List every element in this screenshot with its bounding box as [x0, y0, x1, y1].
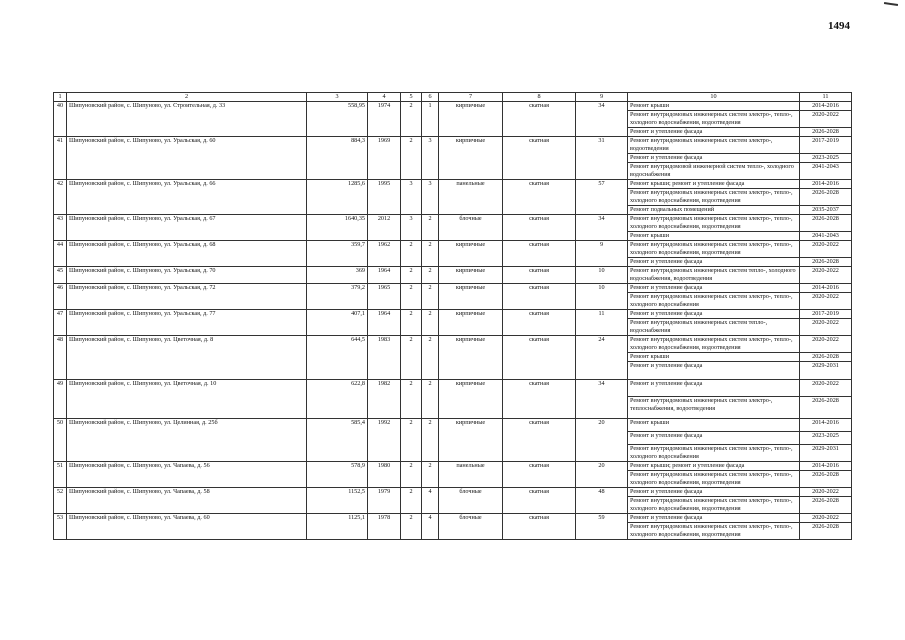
area-cell: 359,7: [307, 241, 368, 267]
address-cell: Шипуновский район, с. Шипуново, ул. Чапаева, д. 60: [67, 514, 307, 540]
work-type-cell: Ремонт и утепление фасада: [628, 514, 800, 523]
work-type-cell: Ремонт внутридомовых инженерных систем электро-, тепло-, холодного водоснабжения, водоотведения: [628, 523, 800, 540]
roof-type-cell: скатная: [503, 284, 576, 310]
address-cell: Шипуновский район, с. Шипуново, ул. Уральская, д. 68: [67, 241, 307, 267]
floors-cell: 3: [401, 180, 422, 215]
address-cell: Шипуновский район, с. Шипуново, ул. Чапаева, д. 58: [67, 488, 307, 514]
entrances-cell: 4: [422, 514, 439, 540]
apartments-cell: 9: [576, 241, 628, 267]
entrances-cell: 2: [422, 336, 439, 380]
table-row: [54, 284, 852, 293]
period-cell: 2020-2022: [800, 267, 852, 284]
floors-cell: 2: [401, 514, 422, 540]
area-cell: 884,3: [307, 137, 368, 180]
entrances-cell: 2: [422, 462, 439, 488]
work-type-cell: Ремонт внутридомовых инженерных систем электро-, тепло-, холодного водоснабжения, водоотведения: [628, 336, 800, 353]
row-number: 44: [54, 241, 67, 267]
period-cell: 2020-2022: [800, 488, 852, 497]
work-type-cell: Ремонт крыши: [628, 232, 800, 241]
roof-type-cell: скатная: [503, 419, 576, 462]
address-cell: Шипуновский район, с. Шипуново, ул. Уральская, д. 77: [67, 310, 307, 336]
row-number: 46: [54, 284, 67, 310]
header-cell-7: 7: [439, 93, 503, 102]
apartments-cell: 48: [576, 488, 628, 514]
apartments-cell: 34: [576, 102, 628, 137]
entrances-cell: 3: [422, 137, 439, 180]
period-cell: 2026-2028: [800, 397, 852, 419]
entrances-cell: 2: [422, 241, 439, 267]
period-cell: 2020-2022: [800, 514, 852, 523]
area-cell: 407,1: [307, 310, 368, 336]
floors-cell: 3: [401, 215, 422, 241]
floors-cell: 2: [401, 241, 422, 267]
work-type-cell: Ремонт крыши; ремонт и утепление фасада: [628, 180, 800, 189]
header-row: [54, 93, 852, 102]
year-cell: 1974: [368, 102, 401, 137]
period-cell: 2020-2022: [800, 336, 852, 353]
roof-type-cell: скатная: [503, 241, 576, 267]
apartments-cell: 59: [576, 514, 628, 540]
work-type-cell: Ремонт крыши; ремонт и утепление фасада: [628, 462, 800, 471]
apartments-cell: 34: [576, 380, 628, 419]
wall-material-cell: панельные: [439, 462, 503, 488]
table-row: [54, 137, 852, 154]
area-cell: 578,9: [307, 462, 368, 488]
area-cell: 1285,6: [307, 180, 368, 215]
wall-material-cell: блочные: [439, 514, 503, 540]
capital-repair-table: [53, 92, 852, 540]
work-type-cell: Ремонт и утепление фасада: [628, 362, 800, 380]
table-row: [54, 419, 852, 432]
roof-type-cell: скатная: [503, 336, 576, 380]
period-cell: 2014-2016: [800, 419, 852, 432]
work-type-cell: Ремонт подвальных помещений: [628, 206, 800, 215]
period-cell: 2026-2028: [800, 189, 852, 206]
year-cell: 1979: [368, 488, 401, 514]
work-type-cell: Ремонт и утепление фасада: [628, 128, 800, 137]
area-cell: 1152,5: [307, 488, 368, 514]
apartments-cell: 34: [576, 215, 628, 241]
floors-cell: 2: [401, 462, 422, 488]
period-cell: 2026-2028: [800, 258, 852, 267]
wall-material-cell: кирпичные: [439, 137, 503, 180]
work-type-cell: Ремонт внутридомовой инженерной систем тепло-, холодного водоснабжения: [628, 163, 800, 180]
year-cell: 1962: [368, 241, 401, 267]
period-cell: 2041-2043: [800, 163, 852, 180]
address-cell: Шипуновский район, с. Шипуново, ул. Цветочная, д. 10: [67, 380, 307, 419]
period-cell: 2014-2016: [800, 180, 852, 189]
row-number: 52: [54, 488, 67, 514]
floors-cell: 2: [401, 102, 422, 137]
row-number: 45: [54, 267, 67, 284]
floors-cell: 2: [401, 419, 422, 462]
header-cell-4: 4: [368, 93, 401, 102]
header-cell-6: 6: [422, 93, 439, 102]
work-type-cell: Ремонт и утепление фасада: [628, 310, 800, 319]
header-cell-1: 1: [54, 93, 67, 102]
floors-cell: 2: [401, 284, 422, 310]
apartments-cell: 11: [576, 310, 628, 336]
address-cell: Шипуновский район, с. Шипуново, ул. Уральская, д. 72: [67, 284, 307, 310]
entrances-cell: 1: [422, 102, 439, 137]
work-type-cell: Ремонт внутридомовых инженерных систем электро-, тепло-, холодного водоснабжения, водоотведения: [628, 189, 800, 206]
table-row: [54, 180, 852, 189]
area-cell: 644,5: [307, 336, 368, 380]
work-type-cell: Ремонт внутридомовых инженерных систем электро-, тепло-, холодного водоснабжения, водоотведения: [628, 471, 800, 488]
period-cell: 2026-2028: [800, 215, 852, 232]
floors-cell: 2: [401, 137, 422, 180]
table-row: [54, 267, 852, 284]
year-cell: 1969: [368, 137, 401, 180]
address-cell: Шипуновский район, с. Шипуново, ул. Строительная, д. 33: [67, 102, 307, 137]
roof-type-cell: скатная: [503, 488, 576, 514]
table-row: [54, 462, 852, 471]
header-cell-9: 9: [576, 93, 628, 102]
scan-corner-mark: [884, 2, 898, 6]
period-cell: 2026-2028: [800, 471, 852, 488]
period-cell: 2020-2022: [800, 293, 852, 310]
address-cell: Шипуновский район, с. Шипуново, ул. Уральская, д. 66: [67, 180, 307, 215]
table-row: [54, 241, 852, 258]
work-type-cell: Ремонт и утепление фасада: [628, 488, 800, 497]
entrances-cell: 2: [422, 380, 439, 419]
row-number: 42: [54, 180, 67, 215]
area-cell: 622,8: [307, 380, 368, 419]
row-number: 40: [54, 102, 67, 137]
work-type-cell: Ремонт внутридомовых инженерных систем электро-, водоотведения: [628, 137, 800, 154]
wall-material-cell: кирпичные: [439, 419, 503, 462]
floors-cell: 2: [401, 380, 422, 419]
table-row: [54, 514, 852, 523]
work-type-cell: Ремонт внутридомовых инженерных систем электро-, теплоснабжения, водоотведения: [628, 397, 800, 419]
entrances-cell: 4: [422, 488, 439, 514]
period-cell: 2023-2025: [800, 432, 852, 445]
period-cell: 2014-2016: [800, 462, 852, 471]
wall-material-cell: блочные: [439, 215, 503, 241]
address-cell: Шипуновский район, с. Шипуново, ул. Целинная, д. 25б: [67, 419, 307, 462]
period-cell: 2026-2028: [800, 497, 852, 514]
period-cell: 2023-2025: [800, 154, 852, 163]
period-cell: 2017-2019: [800, 310, 852, 319]
apartments-cell: 10: [576, 284, 628, 310]
area-cell: 1125,1: [307, 514, 368, 540]
work-type-cell: Ремонт крыши: [628, 419, 800, 432]
wall-material-cell: кирпичные: [439, 284, 503, 310]
period-cell: 2014-2016: [800, 102, 852, 111]
entrances-cell: 2: [422, 267, 439, 284]
area-cell: 585,4: [307, 419, 368, 462]
year-cell: 1992: [368, 419, 401, 462]
wall-material-cell: кирпичные: [439, 310, 503, 336]
wall-material-cell: блочные: [439, 488, 503, 514]
period-cell: 2041-2043: [800, 232, 852, 241]
work-type-cell: Ремонт внутридомовых инженерных систем электро-, тепло-, холодного водоснабжения, водоотведения: [628, 215, 800, 232]
table-row: [54, 310, 852, 319]
wall-material-cell: панельные: [439, 180, 503, 215]
period-cell: 2020-2022: [800, 380, 852, 397]
period-cell: 2020-2022: [800, 319, 852, 336]
header-cell-3: 3: [307, 93, 368, 102]
header-cell-11: 11: [800, 93, 852, 102]
header-cell-5: 5: [401, 93, 422, 102]
roof-type-cell: скатная: [503, 215, 576, 241]
work-type-cell: Ремонт и утепление фасада: [628, 284, 800, 293]
entrances-cell: 2: [422, 284, 439, 310]
row-number: 51: [54, 462, 67, 488]
work-type-cell: Ремонт внутридомовых инженерных систем электро-, тепло-, холодного водоснабжения: [628, 445, 800, 462]
row-number: 53: [54, 514, 67, 540]
year-cell: 1995: [368, 180, 401, 215]
work-type-cell: Ремонт и утепление фасада: [628, 432, 800, 445]
apartments-cell: 20: [576, 462, 628, 488]
row-number: 43: [54, 215, 67, 241]
header-cell-2: 2: [67, 93, 307, 102]
wall-material-cell: кирпичные: [439, 336, 503, 380]
address-cell: Шипуновский район, с. Шипуново, ул. Цветочная, д. 8: [67, 336, 307, 380]
work-type-cell: Ремонт внутридомовых инженерных систем электро-, тепло-, холодного водоснабжения, водоотведения: [628, 497, 800, 514]
entrances-cell: 2: [422, 310, 439, 336]
period-cell: 2035-2037: [800, 206, 852, 215]
apartments-cell: 24: [576, 336, 628, 380]
period-cell: 2026-2028: [800, 353, 852, 362]
roof-type-cell: скатная: [503, 514, 576, 540]
work-type-cell: Ремонт внутридомовых инженерных систем электро-, тепло-, холодного водоснабжения, водоотведения: [628, 111, 800, 128]
roof-type-cell: скатная: [503, 137, 576, 180]
period-cell: 2029-2031: [800, 362, 852, 380]
roof-type-cell: скатная: [503, 267, 576, 284]
row-number: 47: [54, 310, 67, 336]
address-cell: Шипуновский район, с. Шипуново, ул. Уральская, д. 70: [67, 267, 307, 284]
work-type-cell: Ремонт и утепление фасада: [628, 154, 800, 163]
year-cell: 1982: [368, 380, 401, 419]
row-number: 49: [54, 380, 67, 419]
wall-material-cell: кирпичные: [439, 380, 503, 419]
period-cell: 2026-2028: [800, 523, 852, 540]
table-row: [54, 336, 852, 353]
apartments-cell: 10: [576, 267, 628, 284]
row-number: 41: [54, 137, 67, 180]
header-cell-10: 10: [628, 93, 800, 102]
table-row: [54, 215, 852, 232]
work-type-cell: Ремонт внутридомовых инженерных систем тепло-, водоснабжения: [628, 319, 800, 336]
header-cell-8: 8: [503, 93, 576, 102]
floors-cell: 2: [401, 336, 422, 380]
area-cell: 369: [307, 267, 368, 284]
work-type-cell: Ремонт внутридомовых инженерных систем электро-, тепло-, холодного водоснабжения, водоотведения: [628, 241, 800, 258]
roof-type-cell: скатная: [503, 310, 576, 336]
roof-type-cell: скатная: [503, 102, 576, 137]
period-cell: 2020-2022: [800, 241, 852, 258]
period-cell: 2029-2031: [800, 445, 852, 462]
roof-type-cell: скатная: [503, 180, 576, 215]
year-cell: 1964: [368, 267, 401, 284]
table-row: [54, 380, 852, 397]
table-row: [54, 488, 852, 497]
work-type-cell: Ремонт крыши: [628, 102, 800, 111]
entrances-cell: 2: [422, 419, 439, 462]
wall-material-cell: кирпичные: [439, 267, 503, 284]
work-type-cell: Ремонт крыши: [628, 353, 800, 362]
period-cell: 2017-2019: [800, 137, 852, 154]
year-cell: 1965: [368, 284, 401, 310]
apartments-cell: 20: [576, 419, 628, 462]
year-cell: 1983: [368, 336, 401, 380]
area-cell: 1640,35: [307, 215, 368, 241]
table-row: [54, 102, 852, 111]
area-cell: 558,95: [307, 102, 368, 137]
row-number: 50: [54, 419, 67, 462]
entrances-cell: 2: [422, 215, 439, 241]
year-cell: 2012: [368, 215, 401, 241]
work-type-cell: Ремонт внутридомовых инженерных систем тепло-, холодного водоснабжения, водоотведения: [628, 267, 800, 284]
year-cell: 1964: [368, 310, 401, 336]
table-body: [54, 93, 852, 540]
period-cell: 2014-2016: [800, 284, 852, 293]
work-type-cell: Ремонт внутридомовых инженерных систем электро-, тепло-, холодного водоснабжения: [628, 293, 800, 310]
roof-type-cell: скатная: [503, 380, 576, 419]
area-cell: 379,2: [307, 284, 368, 310]
page-number: 1494: [828, 20, 850, 32]
roof-type-cell: скатная: [503, 462, 576, 488]
year-cell: 1980: [368, 462, 401, 488]
entrances-cell: 3: [422, 180, 439, 215]
wall-material-cell: кирпичные: [439, 241, 503, 267]
wall-material-cell: кирпичные: [439, 102, 503, 137]
work-type-cell: Ремонт и утепление фасада: [628, 258, 800, 267]
row-number: 48: [54, 336, 67, 380]
period-cell: 2026-2028: [800, 128, 852, 137]
floors-cell: 2: [401, 310, 422, 336]
address-cell: Шипуновский район, с. Шипуново, ул. Уральская, д. 60: [67, 137, 307, 180]
year-cell: 1978: [368, 514, 401, 540]
apartments-cell: 57: [576, 180, 628, 215]
work-type-cell: Ремонт и утепление фасада: [628, 380, 800, 397]
address-cell: Шипуновский район, с. Шипуново, ул. Чапаева, д. 56: [67, 462, 307, 488]
apartments-cell: 31: [576, 137, 628, 180]
address-cell: Шипуновский район, с. Шипуново, ул. Уральская, д. 67: [67, 215, 307, 241]
floors-cell: 2: [401, 267, 422, 284]
period-cell: 2020-2022: [800, 111, 852, 128]
floors-cell: 2: [401, 488, 422, 514]
